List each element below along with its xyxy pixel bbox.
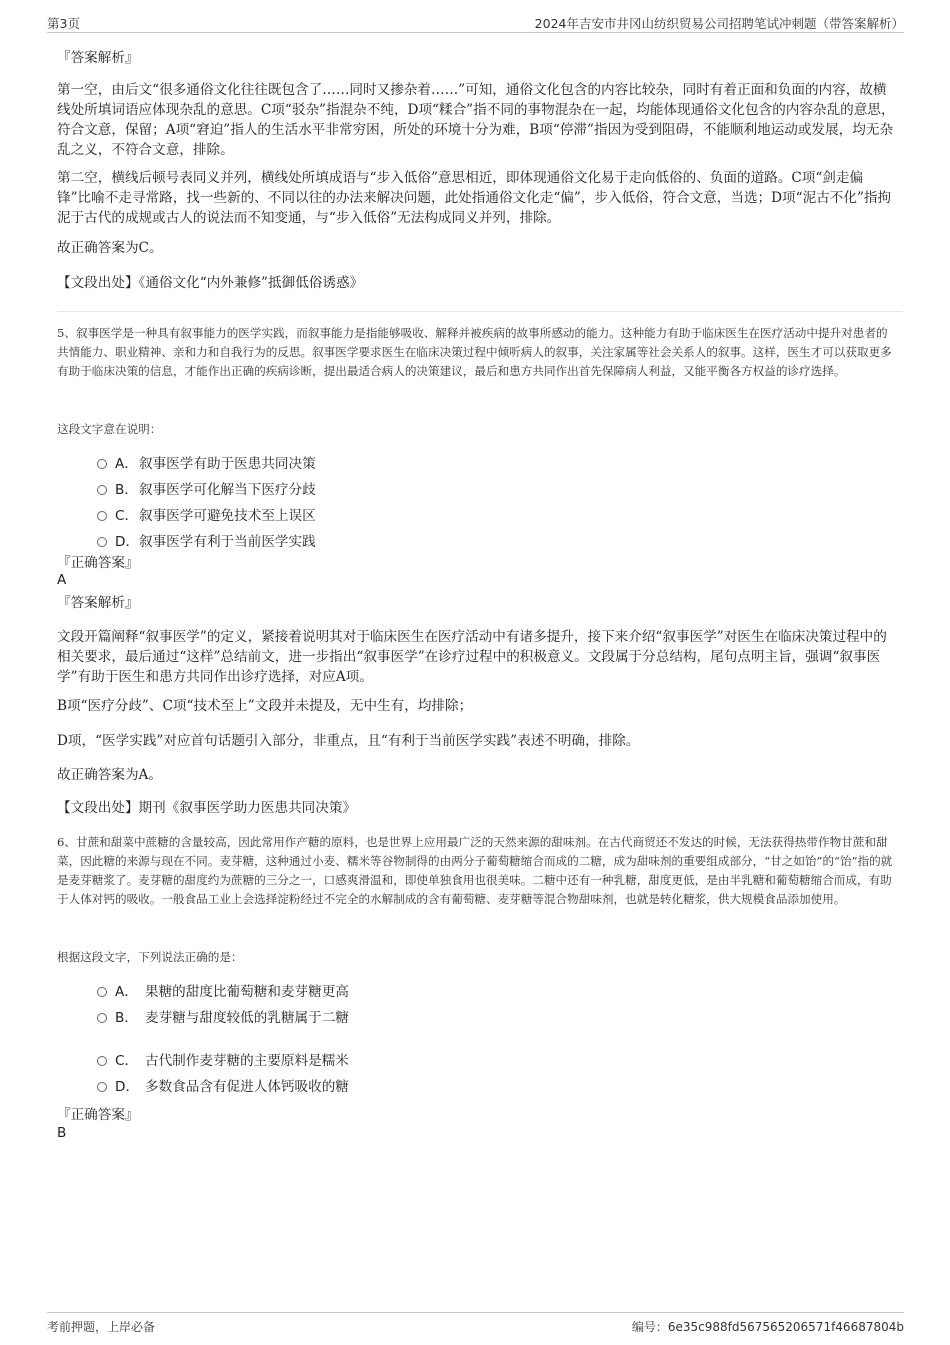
document-title: 2024年吉安市井冈山纺织贸易公司招聘笔试冲刺题（带答案解析） (534, 16, 904, 31)
footer-slogan: 考前押题，上岸必备 (47, 1320, 156, 1334)
radio-icon[interactable] (97, 987, 107, 997)
document-id: 编号：6e35c988fd567565206571f46687804b (631, 1320, 904, 1334)
page-number: 第3页 (47, 16, 80, 31)
question-prompt: 根据这段文字，下列说法正确的是： (57, 950, 243, 964)
correct-answer-label: 『正确答案』 (57, 1107, 139, 1123)
source-citation: 【文段出处】《通俗文化“内外兼修”抵御低俗诱惑》 (57, 275, 364, 291)
analysis-label: 『答案解析』 (57, 595, 139, 611)
page-footer (47, 1312, 904, 1337)
radio-icon[interactable] (97, 1013, 107, 1023)
option-b[interactable]: B．叙事医学可化解当下医疗分歧 (97, 480, 316, 500)
option-d[interactable]: D． 多数食品含有促进人体钙吸收的糖 (97, 1077, 349, 1097)
page-header (47, 12, 904, 33)
option-d[interactable]: D．叙事医学有利于当前医学实践 (97, 532, 316, 552)
answer-conclusion: 故正确答案为A。 (57, 767, 162, 783)
analysis-label: 『答案解析』 (57, 50, 139, 66)
divider (57, 311, 903, 312)
analysis-paragraph: D项，“医学实践”对应首句话题引入部分，非重点，且“有利于当前医学实践”表述不明确，排除。 (57, 733, 640, 749)
correct-answer: A (57, 572, 67, 588)
analysis-paragraph: 第一空，由后文“很多通俗文化往往既包含了……同时又掺杂着……”可知，通俗文化包含的内容比较杂，同时有着正面和负面的内容，故横线处所填词语应体现杂乱的意思。C项“驳杂”指混杂不纯，D项“糅合”指不同的事物混杂在一起，均能体现通俗文化包含的内容杂乱的意思，符合文意，保留；A项“窘迫”指人的生活水平非常穷困，所处的环境十分为难，B项“停滞”指因为受到阻碍，不能顺利地运动或发展，均无杂乱之义，不符合文意，排除。 (57, 82, 895, 158)
option-a[interactable]: A． 果糖的甜度比葡萄糖和麦芽糖更高 (97, 982, 349, 1002)
option-a[interactable]: A．叙事医学有助于医患共同决策 (97, 454, 316, 474)
option-c[interactable]: C．叙事医学可避免技术至上误区 (97, 506, 316, 526)
analysis-paragraph: 第二空，横线后顿号表同义并列，横线处所填成语与“步入低俗”意思相近，即体现通俗文化易于走向低俗的、负面的道路。C项“剑走偏锋”比喻不走寻常路，找一些新的、不同以往的办法来解决问题，此处指通俗文化走“偏”，步入低俗，符合文意，当选；D项“泥古不化”指拘泥于古代的成规或古人的说法而不知变通，与“步入低俗”无法构成同义并列，排除。 (57, 170, 892, 226)
radio-icon[interactable] (97, 1082, 107, 1092)
radio-icon[interactable] (97, 511, 107, 521)
source-citation: 【文段出处】期刊《叙事医学助力医患共同决策》 (57, 800, 357, 816)
answer-conclusion: 故正确答案为C。 (57, 240, 163, 256)
analysis-paragraph: B项“医疗分歧”、C项“技术至上”文段并未提及，无中生有，均排除； (57, 698, 473, 714)
correct-answer: B (57, 1125, 67, 1141)
radio-icon[interactable] (97, 537, 107, 547)
radio-icon[interactable] (97, 459, 107, 469)
question-prompt: 这段文字意在说明： (57, 422, 162, 436)
analysis-paragraph: 文段开篇阐释“叙事医学”的定义，紧接着说明其对于临床医生在医疗活动中有诸多提升，接下来介绍“叙事医学”对医生在临床决策过程中的相关要求，最后通过“这样”总结前文，进一步指出“叙事医学”在诊疗过程中的积极意义。文段属于分总结构，尾句点明主旨，强调“叙事医学”有助于医生和患方共同作出诊疗选择，对应A项。 (57, 629, 887, 685)
radio-icon[interactable] (97, 1056, 107, 1066)
radio-icon[interactable] (97, 485, 107, 495)
correct-answer-label: 『正确答案』 (57, 555, 139, 571)
question-stem: 5、叙事医学是一种具有叙事能力的医学实践，而叙事能力是指能够吸收、解释并被疾病的故事所感动的能力。这种能力有助于临床医生在医疗活动中提升对患者的共情能力、职业精神、亲和力和自我行为的反思。叙事医学要求医生在临床决策过程中倾听病人的叙事，关注家属等社会关系人的叙事。这样，医生才可以获取更多有助于临床决策的信息，才能作出正确的疾病诊断，提出最适合病人的决策建议，最后和患方共同作出首先保障病人利益，又能平衡各方权益的诊疗选择。 (57, 326, 892, 378)
option-b[interactable]: B． 麦芽糖与甜度较低的乳糖属于二糖 (97, 1008, 349, 1028)
option-c[interactable]: C． 古代制作麦芽糖的主要原料是糯米 (97, 1051, 349, 1071)
question-stem: 6、甘蔗和甜菜中蔗糖的含量较高，因此常用作产糖的原料，也是世界上应用最广泛的天然来源的甜味剂。在古代商贸还不发达的时候，无法获得热带作物甘蔗和甜菜，因此糖的来源与现在不同。麦芽糖，这种通过小麦、糯米等谷物制得的由两分子葡萄糖缩合而成的二糖，成为甜味剂的重要组成部分，“甘之如饴”的“饴”指的就是麦芽糖浆了。麦芽糖的甜度约为蔗糖的三分之一，口感爽滑温和，即使单独食用也很美味。二糖中还有一种乳糖，甜度更低，是由半乳糖和葡萄糖缩合而成，有助于人体对钙的吸收。一般食品工业上会选择淀粉经过不完全的水解制成的含有葡萄糖、麦芽糖等混合物甜味剂，也就是转化糖浆，供大规模食品添加使用。 (57, 835, 893, 906)
